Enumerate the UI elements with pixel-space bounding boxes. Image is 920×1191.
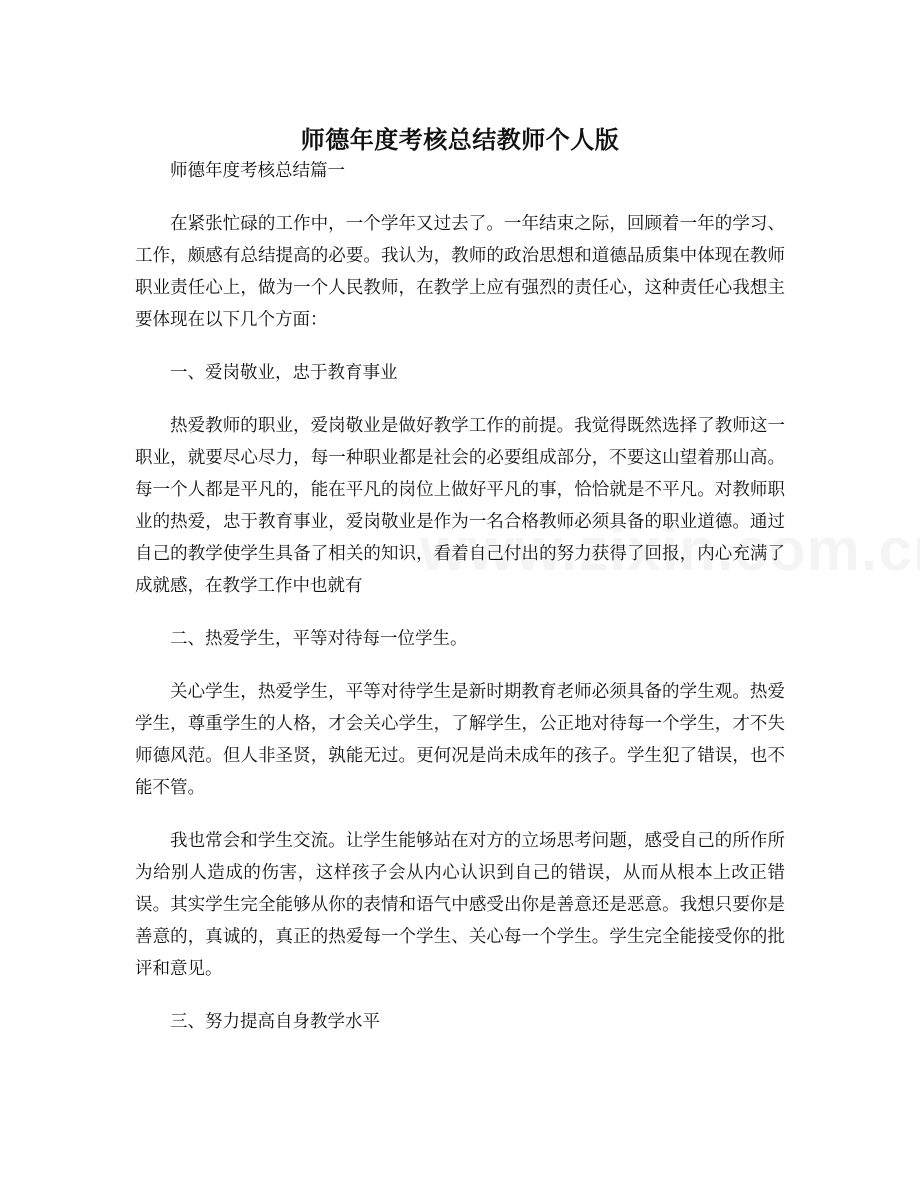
document-body — [135, 155, 785, 1059]
document-title: 师德年度考核总结教师个人版 — [300, 125, 620, 155]
section-heading-1: 一、爱岗敬业，忠于教育事业 — [170, 363, 398, 383]
section-heading-2: 二、热爱学生，平等对待每一位学生。 — [170, 629, 468, 649]
section-heading-3: 三、努力提高自身教学水平 — [170, 1012, 380, 1032]
paragraph-communication: 我也常会和学生交流。让学生能够站在对方的立场思考问题，感受自己的所作所为给别人造成的伤害，这样孩子会从内心认识到自己的错误，从而从根本上改正错误。其实学生完全能够从你的表情和语气中感受出你是善意还是恶意。我想只要你是善意的，真诚的，真正的热爱每一个学生、关心每一个学生。学生完全能接受你的批评和意见。 — [135, 831, 785, 979]
section-heading-part-one: 师德年度考核总结篇一 — [170, 161, 345, 181]
paragraph-love-profession: 热爱教师的职业，爱岗敬业是做好教学工作的前提。我觉得既然选择了教师这一职业，就要尽心尽力，每一种职业都是社会的必要组成部分，不要这山望着那山高。每一个人都是平凡的，能在平凡的岗位上做好平凡的事，恰恰就是不平凡。对教师职业的热爱，忠于教育事业，爱岗敬业是作为一名合格教师必须具备的职业道德。通过自己的教学使学生具备了相关的知识，看着自己付出的努力获得了回报，内心充满了成就感，在教学工作中也就有 — [135, 416, 785, 596]
paragraph-intro: 在紧张忙碌的工作中，一个学年又过去了。一年结束之际，回顾着一年的学习、工作，颇感有总结提高的必要。我认为，教师的政治思想和道德品质集中体现在教师职业责任心上，做为一个人民教师，在教学上应有强烈的责任心，这种责任心我想主要体现在以下几个方面： — [135, 214, 785, 330]
paragraph-love-students: 关心学生，热爱学生，平等对待学生是新时期教育老师必须具备的学生观。热爱学生，尊重学生的人格，才会关心学生，了解学生，公正地对待每一个学生，才不失师德风范。但人非圣贤，孰能无过。更何况是尚未成年的孩子。学生犯了错误，也不能不管。 — [135, 682, 785, 798]
